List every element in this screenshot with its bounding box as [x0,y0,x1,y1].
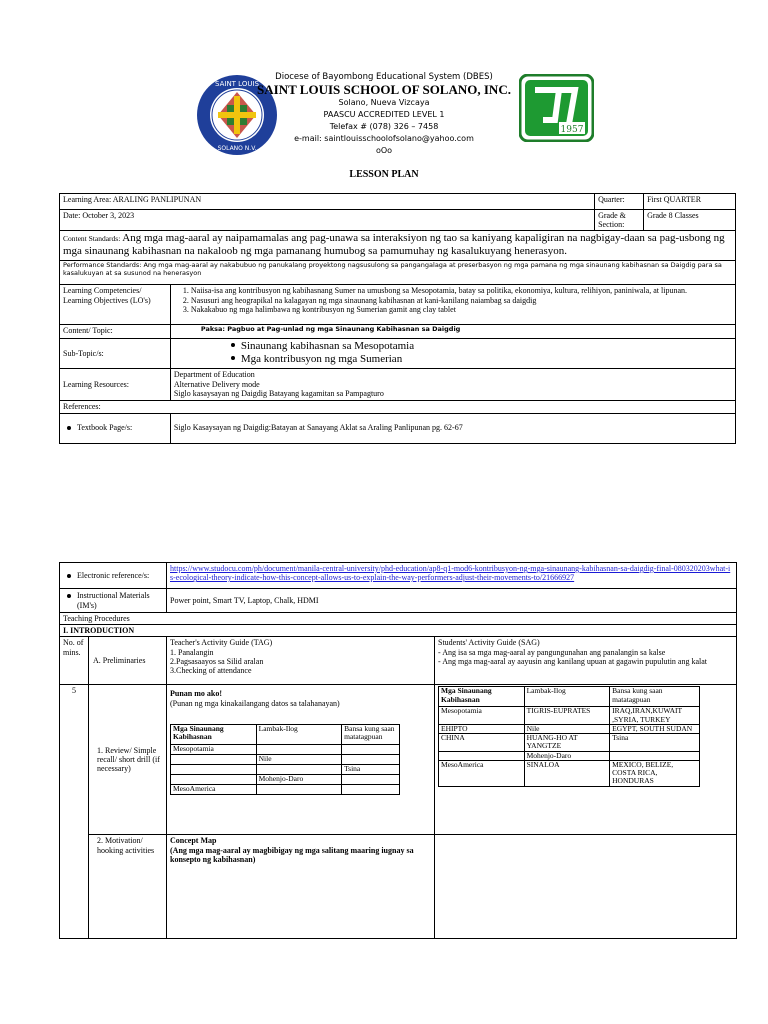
competencies-list: 1. Naiisa-isa ang kontribusyon ng kabihasnang Sumer na umusbong sa Mesopotamia, batay sa politika, ekonomiya, kultura, relihiyon, paniniwala, at lipunan. 2. Nasusuri ang heograpikal na kalagayan ng mga sinaunang kabihasnan at kani-kanilang naiambag sa daigdig 3. Nakakabuo ng mga halimbawa ng kontribusyon ng Sumerian gamit ang clay tablet [170,285,735,325]
im-label-cell: Instructional Materials (IM's) [60,589,167,613]
ornament: oOo [375,146,393,155]
table-row: EHIPTO Nile EGYPT, SOUTH SUDAN [439,724,700,733]
table-row: Nile [171,754,400,764]
bullet-icon [67,426,71,430]
competencies-label: Learning Competencies/ Learning Objectives (LO's) [60,285,171,325]
concept-map-instructions: (Ang mga mag-aaral ay magbibigay ng mga salitang maaring iugnay sa konsepto ng kabihasnan) [170,845,414,864]
electronic-reference-link[interactable]: https://www.studocu.com/ph/document/manila-central-university/phd-education/ap8-q1-mod6-kontribusyon-ng-mga-sinaunang-kabihasnan-sa-daigdig-final-080320203what-is-ecological-theory-indicate-how-this-concept-allows-us-to-explain-the-way-performers-adjust-their-movements-to/21666927 [170,564,731,583]
table-header: Mga Sinaunang Kabihasnan [439,687,525,707]
resources-label: Learning Resources: [60,369,171,401]
page-title: LESSON PLAN [349,169,419,180]
lesson-plan-top-table [59,193,736,444]
school-name: SAINT LOUIS SCHOOL OF SOLANO, INC. [257,82,511,97]
tag-cell: Teacher's Activity Guide (TAG) 1. Panalangin 2.Pagsasaayos sa Silid aralan 3.Checking of attendance [167,637,435,685]
concept-map-cell [167,835,435,939]
telefax: Telefax # (078) 326 – 7458 [329,122,439,131]
punan-title: Punan mo ako! [170,689,223,699]
table-header: Bansa kung saan matatagpuan [342,724,400,744]
preliminaries-label: A. Preliminaries [89,637,167,685]
email: e-mail: saintlouisschoolofsolano@yahoo.com [294,134,474,143]
electronic-reference-cell [167,563,737,589]
svg-text:SAINT LOUIS: SAINT LOUIS [215,80,259,88]
references-label: References: [60,401,736,413]
sag-cell: Students' Activity Guide (SAG) - Ang isa sa mga mag-aaral ay pangungunahan ang panalangin sa kalse - Ang mga mag-aaral ay aayusin ang kanilang upuan at gagawin pupulutin ang kalat [435,637,737,685]
table-row: Tsina [171,764,400,774]
svg-text:SOLANO N.V.: SOLANO N.V. [217,145,257,152]
table-row: Mohenjo-Daro [439,751,700,760]
empty-sag-cell [435,835,737,939]
topic-value: Paksa: Pagbuo at Pag-unlad ng mga Sinaunang Kabihasnan sa Daigdig [170,325,735,339]
anniversary-logo [519,74,594,142]
bullet-icon [67,574,71,578]
learning-area: Learning Area: ARALING PANLIPUNAN [60,194,595,210]
mins-value: 5 [60,685,89,939]
introduction-heading: I. INTRODUCTION [60,625,737,637]
textbook-value: Siglo Kasaysayan ng Daigdig:Batayan at Sanayang Aklat sa Araling Panlipunan pg. 62-67 [170,413,735,443]
logo-year: 1957 [560,125,584,135]
content-standards: Content Standards: Ang mga mag-aaral ay naipamamalas ang pag-unawa sa interaksiyon ng tao sa kaniyang kapaligiran na nagbigay-daan sa pag-usbong ng mga sinaunang kabihasnan na nakaloob ng mga pamanang humubog sa pamumuhay ng kasalukuyang henerasyon. [60,231,736,261]
table-header: Mga Sinaunang Kabihasnan [171,724,257,744]
bullet-icon [231,343,235,347]
quarter-value: First QUARTER [644,194,736,210]
mins-label: No. of mins. [60,637,89,685]
concept-map-title: Concept Map [170,836,217,846]
diocese-line: Diocese of Bayombong Educational System (DBES) [275,72,493,82]
lesson-plan-procedures-table [59,562,737,939]
table-row: CHINA HUANG-HO AT YANGTZE Tsina [439,734,700,752]
table-row: MesoAmerica SINALOA MEXICO, BELIZE, COSTA RICA, HONDURAS [439,760,700,786]
im-value: Power point, Smart TV, Laptop, Chalk, HDMI [167,589,737,613]
table-row: Mesopotamia [171,744,400,754]
school-address: Solano, Nueva Vizcaya [338,98,430,107]
grade-label: Grade & Section: [595,210,644,231]
grade-value: Grade 8 Classes [644,210,736,231]
subtopic-list: Sinaunang kabihasnan sa Mesopotamia Mga kontribusyon ng mga Sumerian [170,339,735,369]
student-table-cell [435,685,737,835]
table-row: Mesopotamia TIGRIS-EUPRATES IRAQ,IRAN,KUWAIT ,SYRIA, TURKEY [439,707,700,725]
bullet-icon [231,356,235,360]
teacher-civilizations-table [170,724,400,795]
punan-cell [167,685,435,835]
performance-standards: Performance Standards: Ang mga mag-aaral ay nakabubuo ng panukalang proyektong nagsusulong sa pangangalaga at preserbasyon ng mga pamana ng mga sinaunang kabihasnan sa Daigdig para sa kasalukuyan at sa susunod na henerasyon [60,261,736,285]
bullet-icon [67,594,71,598]
punan-subtitle: (Punan ng mga kinakailangang datos sa talahanayan) [170,698,340,708]
topic-label: Content/ Topic: [60,325,171,339]
table-row: Mohenjo-Daro [171,774,400,784]
table-row: MesoAmerica [171,784,400,794]
table-header: Lambak-Ilog [256,724,342,744]
student-civilizations-table [438,686,700,786]
accreditation: PAASCU ACCREDITED LEVEL 1 [323,110,445,119]
table-header: Bansa kung saan matatagpuan [610,687,700,707]
table-header: Lambak-Ilog [524,687,610,707]
motivation-label: 2. Motivation/ hooking activities [89,835,167,939]
quarter-label: Quarter: [595,194,644,210]
teaching-procedures: Teaching Procedures [60,613,737,625]
lesson-date: Date: October 3, 2023 [60,210,595,231]
resources-list: Department of Education Alternative Delivery mode Siglo kasaysayan ng Daigdig Batayang kagamitan sa Pampagturo [170,369,735,401]
electronic-label-cell: Electronic reference/s: [60,563,167,589]
subtopic-label: Sub-Topic/s: [60,339,171,369]
textbook-label-cell: Textbook Page/s: [60,413,171,443]
review-label: 1. Review/ Simple recall/ short drill (if necessary) [89,685,167,835]
